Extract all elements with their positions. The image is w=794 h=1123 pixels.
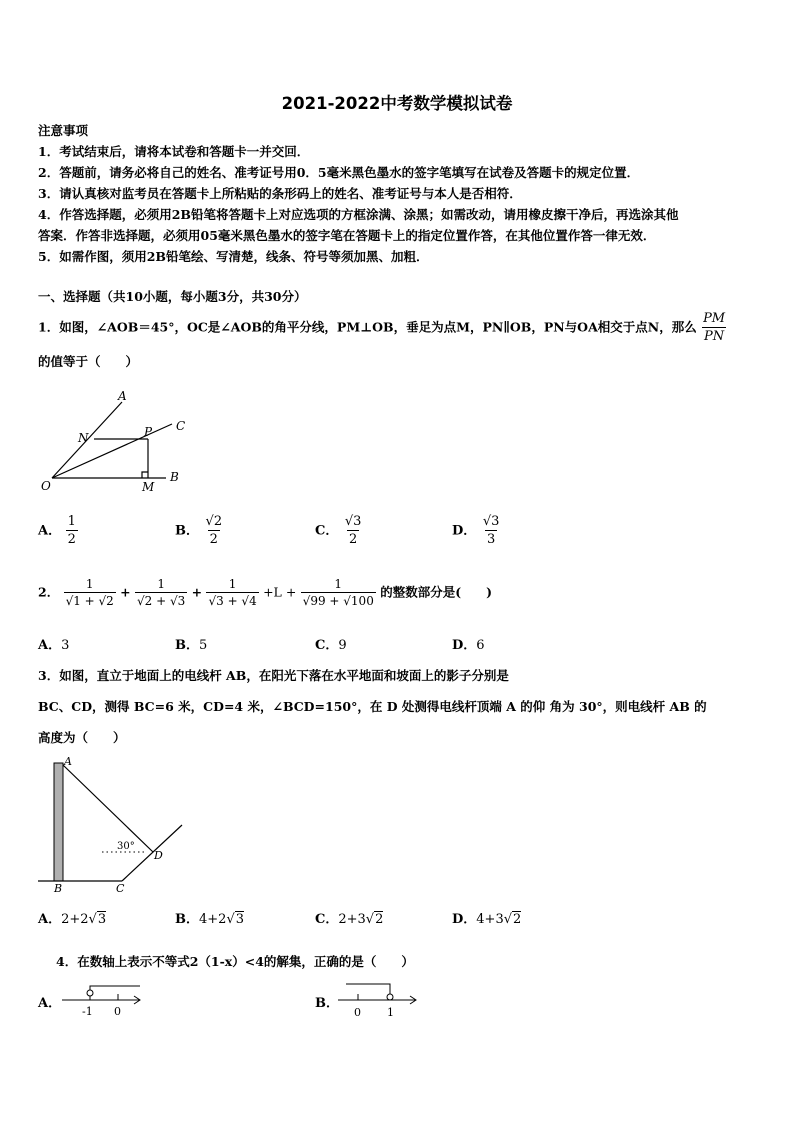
tick-label: 0 bbox=[114, 1005, 121, 1018]
label-b: B bbox=[170, 470, 179, 484]
option-letter: A． bbox=[38, 523, 62, 539]
plus-sign: + bbox=[120, 584, 131, 600]
term-den: √1 + √2 bbox=[65, 594, 114, 608]
q1-option-b[interactable] bbox=[175, 513, 224, 549]
q4-number-line-a bbox=[60, 984, 144, 1020]
q3-figure bbox=[36, 755, 196, 895]
angle-label: 30° bbox=[117, 841, 135, 852]
label-c: C bbox=[116, 882, 125, 895]
solution-ray bbox=[346, 984, 390, 994]
notice-item: 3．请认真核对监考员在答题卡上所粘贴的条形码上的姓名、准考证号与本人是否相符． bbox=[38, 186, 522, 201]
option-letter: C． bbox=[315, 523, 339, 539]
q1-stem bbox=[38, 310, 727, 346]
q2-term bbox=[64, 576, 116, 610]
option-value: 5 bbox=[199, 638, 208, 653]
sqrt-sign: √ bbox=[88, 912, 97, 927]
option-prefix: 2+3 bbox=[338, 912, 366, 927]
fraction-den: 2 bbox=[349, 532, 358, 547]
option-prefix: 4+3 bbox=[476, 912, 504, 927]
notice-item: 5．如需作图，须用2B铅笔绘、写清楚，线条、符号等须加黑、加粗． bbox=[38, 249, 429, 264]
slope-cd bbox=[122, 825, 182, 881]
option-fraction bbox=[204, 513, 225, 549]
option-letter: D． bbox=[452, 523, 477, 539]
radicand: 2 bbox=[375, 912, 384, 927]
label-d: D bbox=[154, 849, 163, 862]
q2-option-c[interactable] bbox=[315, 634, 347, 653]
open-circle bbox=[87, 990, 93, 996]
fraction-num: 1 bbox=[67, 514, 76, 529]
sight-line-ad bbox=[63, 765, 153, 852]
fraction-num: √3 bbox=[344, 514, 362, 529]
q2-term bbox=[301, 576, 376, 610]
q3-option-b[interactable] bbox=[175, 908, 244, 927]
term-num: 1 bbox=[85, 577, 94, 591]
notice-item: 答案．作答非选择题，必须用05毫米黑色墨水的签字笔在答题卡上的指定位置作答，在其他位置作答一律无效． bbox=[38, 228, 656, 243]
term-num: 1 bbox=[228, 577, 237, 591]
tick-label: 0 bbox=[354, 1006, 361, 1019]
q2-term bbox=[135, 576, 187, 610]
q2-option-d[interactable] bbox=[452, 634, 485, 653]
option-fraction bbox=[343, 513, 364, 549]
option-letter: D． bbox=[452, 912, 477, 927]
q1-ratio-num: PM bbox=[703, 311, 726, 326]
plus-sign: + bbox=[191, 584, 203, 600]
fraction-den: 2 bbox=[67, 532, 76, 547]
tick-label: -1 bbox=[82, 1005, 93, 1018]
q2-option-a[interactable] bbox=[38, 634, 69, 653]
q3-stem-1: 3．如图，直立于地面上的电线杆 AB，在阳光下落在水平地面和坡面上的影子分别是 bbox=[38, 668, 509, 683]
term-num: 1 bbox=[157, 577, 165, 591]
option-letter: C． bbox=[315, 638, 339, 653]
term-den: √3 + √4 bbox=[208, 594, 257, 608]
option-letter: B． bbox=[315, 996, 339, 1011]
q1-text: 1．如图，∠AOB＝45°，OC是∠AOB的角平分线，PM⊥OB，垂足为点M，PN∥OB，PN与OA相交于点N，那么 bbox=[38, 319, 697, 335]
option-prefix: 2+2 bbox=[61, 912, 89, 927]
label-a: A bbox=[64, 755, 72, 768]
term-den: √99 + √100 bbox=[302, 594, 374, 608]
sqrt-sign: √ bbox=[365, 912, 375, 927]
q2-suffix: 的整数部分是( ) bbox=[380, 584, 493, 600]
term-den: √2 + √3 bbox=[137, 594, 186, 608]
pole-ab bbox=[54, 763, 63, 881]
option-letter: C． bbox=[315, 912, 339, 927]
option-value: 6 bbox=[476, 638, 485, 653]
q2-option-b[interactable] bbox=[175, 634, 207, 653]
notice-heading: 注意事项 bbox=[38, 123, 89, 138]
option-fraction bbox=[481, 513, 502, 549]
radicand: 2 bbox=[513, 912, 522, 927]
option-value: 9 bbox=[338, 638, 347, 653]
option-prefix: 4+2 bbox=[199, 912, 227, 927]
q1-stem-2: 的值等于（ ） bbox=[38, 354, 139, 369]
label-m: M bbox=[142, 480, 155, 494]
q4-option-a[interactable] bbox=[38, 992, 61, 1011]
open-circle bbox=[387, 994, 393, 1000]
sqrt-sign: √ bbox=[503, 912, 513, 927]
option-letter: B． bbox=[175, 912, 199, 927]
option-letter: D． bbox=[452, 638, 477, 653]
q4-stem: 4．在数轴上表示不等式2（1-x）<4的解集，正确的是（ ） bbox=[56, 954, 414, 969]
q2-term bbox=[206, 576, 258, 610]
sqrt-sign: √ bbox=[226, 912, 235, 927]
notice-item: 2．答题前，请务必将自己的姓名、准考证号用0．5毫米黑色墨水的签字笔填写在试卷及答题卡的规定位置． bbox=[38, 165, 640, 180]
q1-ratio bbox=[701, 310, 727, 346]
option-letter: A． bbox=[38, 638, 62, 653]
notice-item: 1．考试结束后，请将本试卷和答题卡一并交回． bbox=[38, 144, 310, 159]
solution-ray bbox=[90, 986, 140, 992]
notice-item: 4．作答选择题，必须用2B铅笔将答题卡上对应选项的方框涂满、涂黑；如需改动，请用橡皮擦干净后，再选涂其他 bbox=[38, 207, 679, 222]
q1-option-a[interactable] bbox=[38, 513, 78, 549]
label-a: A bbox=[118, 389, 127, 403]
fraction-den: 3 bbox=[486, 532, 496, 547]
right-angle-mark bbox=[142, 472, 148, 478]
q1-option-c[interactable] bbox=[315, 513, 363, 549]
ellipsis: +L + bbox=[263, 584, 297, 600]
fraction-den: 2 bbox=[209, 532, 218, 547]
q4-number-line-b bbox=[336, 980, 420, 1020]
label-c: C bbox=[176, 419, 186, 433]
q3-option-d[interactable] bbox=[452, 908, 521, 927]
radicand: 3 bbox=[235, 912, 245, 927]
label-n: N bbox=[78, 431, 89, 445]
fraction-num: √3 bbox=[482, 514, 500, 529]
term-num: 1 bbox=[334, 577, 343, 591]
radicand: 3 bbox=[97, 912, 107, 927]
tick-label: 1 bbox=[387, 1006, 394, 1019]
option-letter: B． bbox=[175, 638, 199, 653]
option-value: 3 bbox=[61, 638, 70, 653]
q1-option-d[interactable] bbox=[452, 513, 501, 549]
label-o: O bbox=[41, 479, 51, 493]
q3-option-a[interactable] bbox=[38, 908, 106, 927]
q1-figure bbox=[38, 384, 198, 496]
option-fraction bbox=[66, 513, 78, 549]
q3-option-c[interactable] bbox=[315, 908, 383, 927]
fraction-num: √2 bbox=[205, 514, 223, 529]
q3-stem-3: 高度为（ ） bbox=[38, 730, 126, 745]
q3-stem-2: BC、CD，测得 BC=6 米，CD=4 米，∠BCD=150°，在 D 处测得电线杆顶端 A 的仰 角为 30°，则电线杆 AB 的 bbox=[38, 699, 707, 714]
q2-number: 2． bbox=[38, 584, 60, 600]
ray-oc bbox=[52, 424, 172, 478]
option-letter: A． bbox=[38, 996, 62, 1011]
label-b: B bbox=[54, 882, 63, 895]
label-p: P bbox=[144, 425, 153, 439]
option-letter: B． bbox=[175, 523, 199, 539]
q2-stem bbox=[38, 576, 492, 610]
page-title: 2021-2022中考数学模拟试卷 bbox=[281, 94, 513, 113]
section-heading: 一、选择题（共10小题，每小题3分，共30分） bbox=[38, 289, 307, 304]
option-letter: A． bbox=[38, 912, 62, 927]
q1-ratio-den: PN bbox=[704, 329, 725, 344]
